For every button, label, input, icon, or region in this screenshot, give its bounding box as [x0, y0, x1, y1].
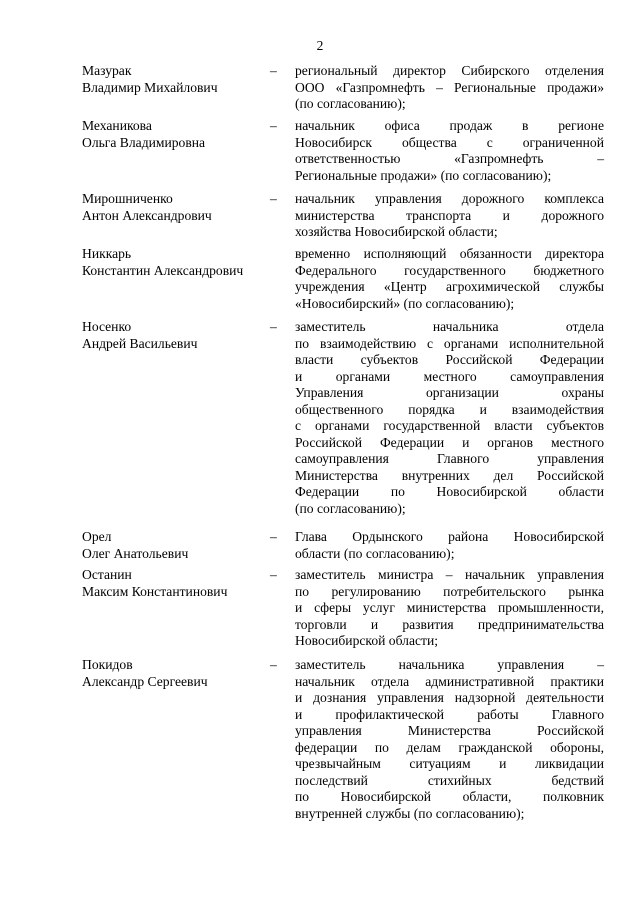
person-given-names: Олег Анатольевич — [82, 545, 189, 561]
description-line: учреждения «Центр агрохимической службы — [295, 279, 604, 294]
description-line: хозяйства Новосибирской области; — [295, 224, 498, 239]
description-line: заместитель министра – начальник управления — [295, 567, 604, 582]
person-surname: Останин — [82, 567, 132, 582]
description-line: «Новосибирский» (по согласованию); — [295, 295, 515, 311]
description-line: региональный директор Сибирского отделения — [295, 63, 604, 78]
person-given-names: Андрей Васильевич — [82, 335, 198, 351]
description-line: Федерального государственного бюджетного — [295, 262, 604, 278]
description-line: Глава Ордынского района Новосибирской — [295, 529, 604, 544]
description-line: общественного порядка и взаимодействия — [295, 401, 604, 417]
description-line: власти субъектов Российской Федерации — [295, 352, 604, 367]
description-line: чрезвычайным ситуациям и ликвидации — [295, 756, 604, 771]
person-name — [82, 118, 272, 151]
description-line: и дознания управления надзорной деятельности — [295, 690, 604, 705]
separator-dash: – — [270, 529, 277, 544]
separator-dash: – — [270, 657, 277, 672]
person-given-names: Максим Константинович — [82, 583, 228, 599]
description-line: Региональные продажи» (по согласованию); — [295, 167, 552, 183]
position-description — [295, 118, 604, 184]
description-line: начальник офиса продаж в регионе — [295, 118, 604, 133]
person-given-names: Антон Александрович — [82, 207, 212, 223]
description-line: (по согласованию); — [295, 96, 406, 111]
description-line: с органами государственной власти субъектов — [295, 418, 604, 433]
description-line: федерации по делам гражданской обороны, — [295, 739, 604, 755]
person-surname: Никкарь — [82, 246, 132, 261]
description-line: заместитель начальника управления – — [295, 657, 604, 672]
person-given-names: Ольга Владимировна — [82, 134, 206, 150]
description-line: внутренней службы (по согласованию); — [295, 805, 525, 821]
description-line: министерства транспорта и дорожного — [295, 207, 604, 223]
person-surname: Орел — [82, 529, 112, 544]
description-line: самоуправления Главного управления — [295, 451, 604, 466]
person-surname: Носенко — [82, 319, 132, 334]
description-line: ООО «Газпромнефть – Региональные продажи» — [295, 79, 604, 95]
position-description — [295, 567, 604, 650]
person-surname: Мирошниченко — [82, 191, 173, 206]
person-surname: Мазурак — [82, 63, 132, 78]
separator-dash: – — [270, 319, 277, 334]
person-name — [82, 529, 272, 562]
description-line: ответственностью «Газпромнефть – — [295, 151, 604, 166]
description-line: торговли и развития предпринимательства — [295, 616, 604, 632]
description-line: по регулированию потребительского рынка — [295, 583, 604, 599]
description-line: Российской Федерации и органов местного — [295, 434, 604, 450]
description-line: Новосибирской области; — [295, 633, 439, 648]
description-line: начальник отдела административной практики — [295, 673, 604, 689]
page-number: 2 — [316, 38, 324, 53]
description-line: и профилактической работы Главного — [295, 706, 604, 722]
person-name — [82, 246, 272, 279]
description-line: Министерства внутренних дел Российской — [295, 467, 604, 483]
position-description — [295, 529, 604, 562]
description-line: Управления организации охраны — [295, 385, 604, 400]
description-line: Федерации по Новосибирской области — [295, 484, 604, 499]
separator-dash: – — [270, 567, 277, 582]
person-name — [82, 63, 272, 96]
person-name — [82, 657, 272, 690]
separator-dash: – — [270, 118, 277, 133]
position-description — [295, 319, 604, 517]
description-line: управления Министерства Российской — [295, 723, 604, 738]
description-line: начальник управления дорожного комплекса — [295, 191, 604, 206]
description-line: по Новосибирской области, полковник — [295, 789, 604, 804]
description-line: последствий стихийных бедствий — [295, 772, 604, 788]
person-given-names: Александр Сергеевич — [82, 673, 208, 689]
person-given-names: Константин Александрович — [82, 262, 244, 278]
position-description — [295, 246, 604, 312]
person-given-names: Владимир Михайлович — [82, 79, 218, 95]
description-line: и сферы услуг министерства промышленности, — [295, 600, 604, 615]
description-line: заместитель начальника отдела — [295, 319, 604, 334]
description-line: и органами местного самоуправления — [295, 368, 604, 384]
position-description — [295, 191, 604, 241]
person-name — [82, 319, 272, 352]
description-line: (по согласованию); — [295, 500, 406, 516]
separator-dash: – — [270, 191, 277, 206]
person-surname: Механикова — [82, 118, 152, 133]
position-description — [295, 657, 604, 822]
position-description — [295, 63, 604, 113]
separator-dash: – — [270, 63, 277, 78]
description-line: Новосибирск общества с ограниченной — [295, 134, 604, 150]
description-line: временно исполняющий обязанности директора — [295, 246, 604, 261]
person-name — [82, 567, 272, 600]
person-name — [82, 191, 272, 224]
person-surname: Покидов — [82, 657, 133, 672]
description-line: по взаимодействию с органами исполнительной — [295, 335, 604, 351]
description-line: области (по согласованию); — [295, 545, 455, 561]
